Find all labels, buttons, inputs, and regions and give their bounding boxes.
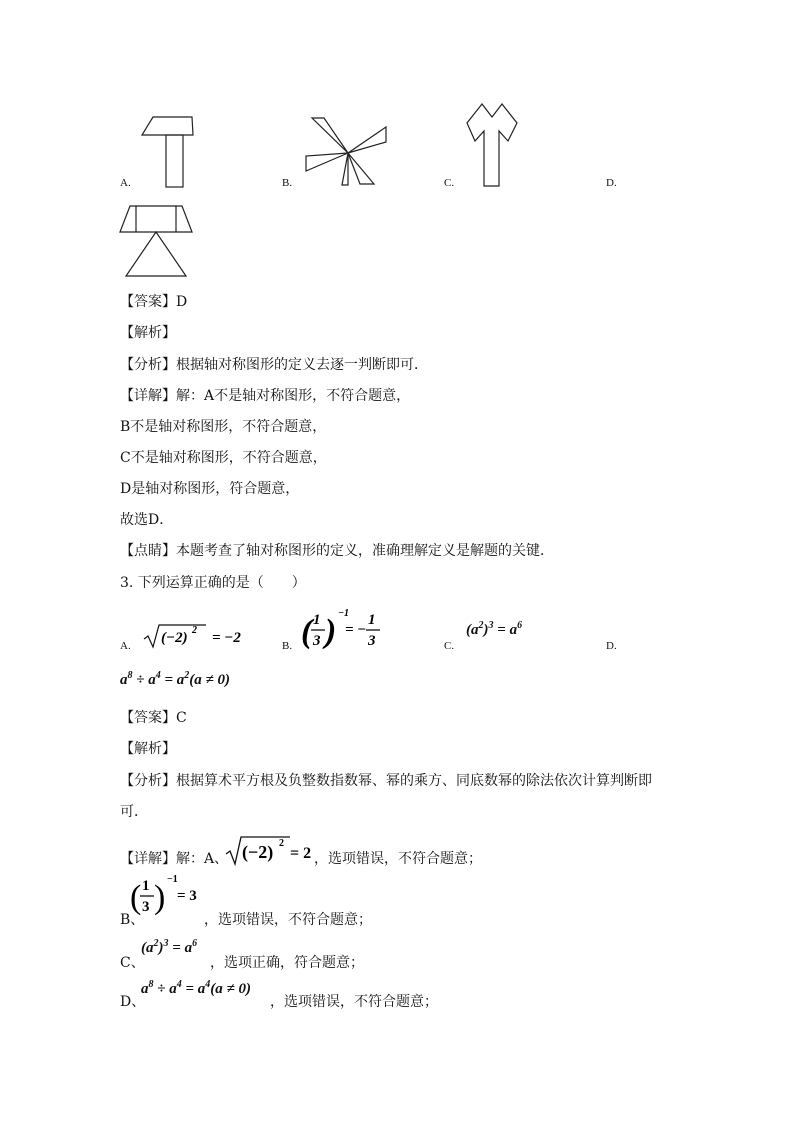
q3-option-c-formula: $(a^2)^3 = a^6$ (466, 620, 523, 638)
svg-text:1: 1 (313, 612, 321, 628)
q3-detail-b-suffix: ，选项错误，不符合题意； (204, 912, 372, 928)
svg-text:= −2: = −2 (212, 630, 241, 646)
q3-detail-d-formula: $a^8 \div a^4 = a^4(a \ne 0)$ (141, 979, 252, 997)
q2-detail-line: D是轴对称图形，符合题意， (120, 481, 300, 497)
q3-option-label-b: B. (282, 640, 293, 652)
q3-option-a-formula (142, 623, 270, 654)
q2-detail-line: C不是轴对称图形，不符合题意， (120, 450, 327, 466)
q2-analysis: 【分析】根据轴对称图形的定义去逐一判断即可． (120, 357, 428, 373)
q2-detail-line: 故选D． (120, 512, 174, 528)
q3-detail-c-prefix: C、 (120, 955, 145, 971)
trapezoid-triangle-figure (118, 204, 198, 280)
svg-text:−1: −1 (338, 608, 350, 619)
q3-option-d-formula: $a^8 \div a^4 = a^2(a \ne 0)$ (120, 670, 231, 688)
q3-detail-d-prefix: D、 (120, 994, 146, 1010)
q3-option-b-formula (301, 606, 391, 661)
svg-text:= 3: = 3 (177, 888, 197, 904)
q2-detail-first: 【详解】解：A不是轴对称图形，不符合题意， (120, 388, 411, 404)
svg-text:): ) (154, 879, 166, 916)
svg-text:−1: −1 (167, 874, 178, 885)
q3-detail-d-suffix: ，选项错误，不符合题意； (270, 994, 438, 1010)
q2-analysis-title: 【解析】 (120, 325, 176, 341)
arrow-figure (462, 103, 522, 191)
q3-stem: 3. 下列运算正确的是（ ） (120, 575, 306, 591)
svg-text:3: 3 (142, 899, 150, 915)
option-label-d: D. (606, 177, 617, 189)
option-label-c: C. (444, 177, 455, 189)
option-label-b: B. (282, 177, 293, 189)
q3-detail-a-formula (224, 834, 314, 870)
q2-detail-line: B不是轴对称图形，不符合题意， (120, 419, 327, 435)
q3-analysis-line2: 可． (120, 804, 148, 820)
svg-text:(−2): (−2) (161, 630, 188, 646)
sqrt-expression (142, 623, 270, 649)
svg-text:3: 3 (368, 633, 376, 649)
t-shape-figure (140, 115, 200, 190)
svg-text:(−2): (−2) (242, 842, 274, 862)
q3-detail-a-suffix: ，选项错误，不符合题意； (314, 851, 482, 867)
q3-detail-b-formula (130, 872, 210, 926)
svg-text:2: 2 (192, 625, 197, 636)
svg-text:1: 1 (142, 878, 150, 894)
svg-text:= −: = − (345, 622, 367, 638)
power-fraction-result (130, 872, 210, 922)
power-fraction-expression (301, 606, 391, 656)
q3-detail-b-prefix: B、 (120, 912, 145, 928)
q3-answer: 【答案】C (120, 710, 187, 726)
svg-text:3: 3 (313, 633, 321, 649)
svg-text:(: ( (301, 613, 313, 650)
q3-analysis-line1: 【分析】根据算术平方根及负整数指数幂、幂的乘方、同底数幂的除法依次计算判断即 (120, 773, 652, 789)
q3-option-label-c: C. (444, 640, 455, 652)
svg-text:1: 1 (368, 612, 376, 628)
svg-text:): ) (325, 613, 337, 650)
q3-detail-c-suffix: ，选项正确，符合题意； (210, 955, 364, 971)
svg-text:= 2: = 2 (290, 845, 312, 862)
q2-comment: 【点睛】本题考查了轴对称图形的定义，准确理解定义是解题的关键． (120, 543, 554, 559)
q3-detail-a-prefix: 【详解】解：A、 (120, 851, 229, 867)
sqrt-result-expression (224, 834, 314, 866)
q2-answer: 【答案】D (120, 294, 188, 310)
pinwheel-figure (298, 115, 398, 190)
svg-text:2: 2 (279, 838, 284, 849)
q3-detail-c-formula: $(a^2)^3 = a^6$ (141, 938, 198, 956)
option-label-a: A. (120, 177, 131, 189)
q3-detail-a (120, 848, 228, 868)
svg-text:(: ( (130, 879, 142, 916)
q3-option-label-a: A. (120, 640, 131, 652)
q3-option-label-d: D. (606, 640, 617, 652)
q3-analysis-title: 【解析】 (120, 741, 176, 757)
